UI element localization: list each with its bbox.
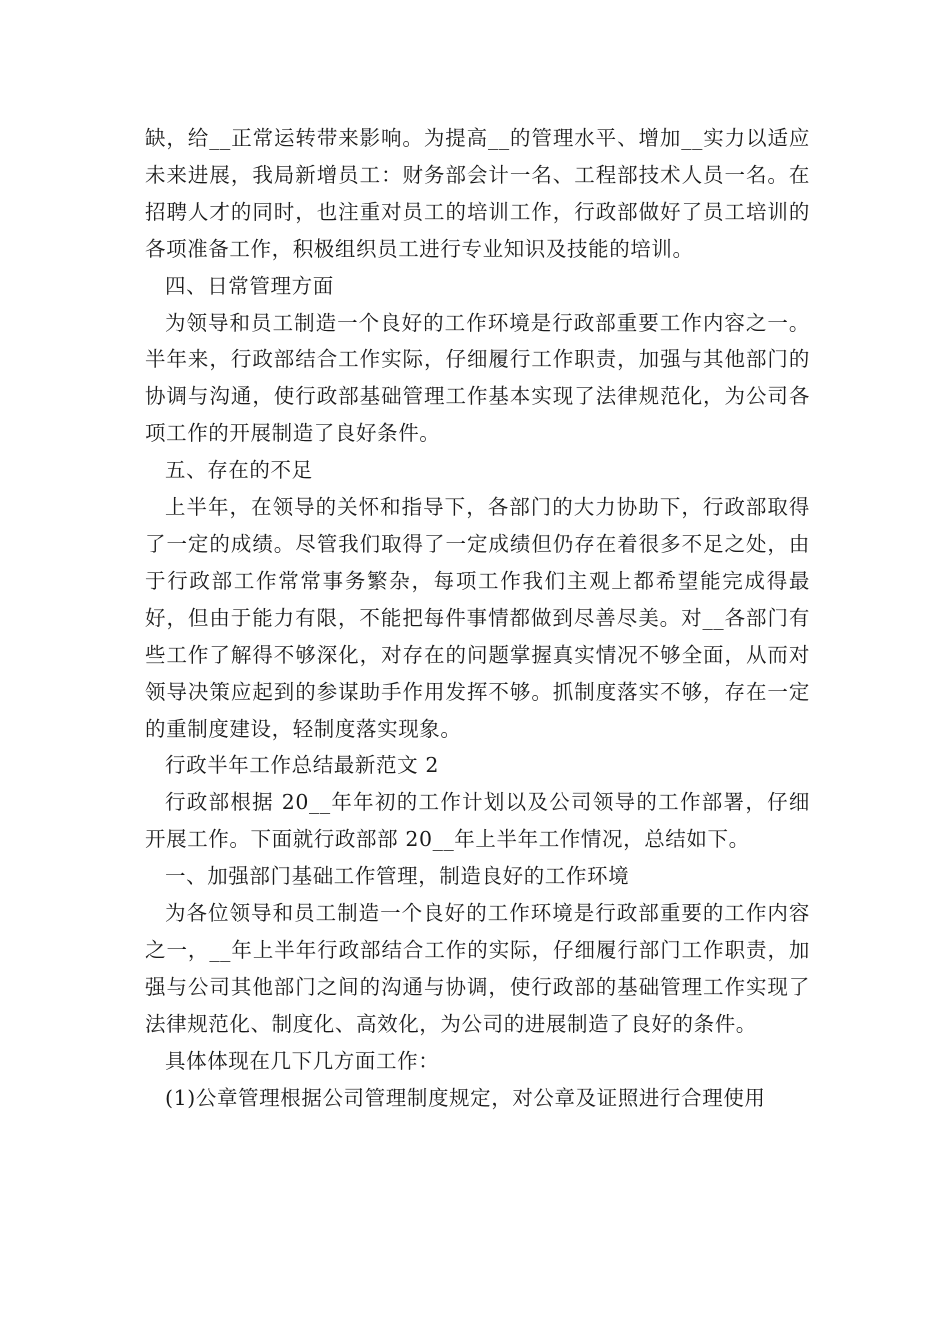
paragraph-shortcomings: 上半年，在领导的关怀和指导下，各部门的大力协助下，行政部取得了一定的成绩。尽管我们取得了一定成绩但仍存在着很多不足之处，由于行政部工作常常事务繁杂，每项工作我们主观上都希望能完成得最好，但由于能力有限，不能把每件事情都做到尽善尽美。对__各部门有些工作了解得不够深化，对存在的问题掌握真实情况不够全面，从而对领导决策应起到的参谋助手作用发挥不够。抓制度落实不够，存在一定的重制度建设，轻制度落实现象。 — [145, 495, 810, 741]
document-body — [145, 120, 810, 1116]
paragraph-seal-management: (1)公章管理根据公司管理制度规定，对公章及证照进行合理使用 — [165, 1085, 766, 1110]
section-heading-shortcomings: 五、存在的不足 — [165, 458, 313, 483]
paragraph-recruitment-training: 缺，给__正常运转带来影响。为提高__的管理水平、增加__实力以适应未来进展，我局新增员工：财务部会计一名、工程部技术人员一名。在招聘人才的同时，也注重对员工的培训工作，行政部做好了员工培训的各项准备工作，积极组织员工进行专业知识及技能的培训。 — [145, 126, 810, 261]
document-title-sample-2: 行政半年工作总结最新范文 2 — [165, 753, 439, 778]
paragraph-intro: 行政部根据 20__年年初的工作计划以及公司领导的工作部署，仔细开展工作。下面就行政部部 20__年上半年工作情况，总结如下。 — [145, 790, 810, 852]
section-heading-basic-management: 一、加强部门基础工作管理，制造良好的工作环境 — [165, 864, 630, 889]
paragraph-specific-aspects: 具体体现在几下几方面工作： — [165, 1048, 440, 1073]
section-heading-daily-management: 四、日常管理方面 — [165, 273, 334, 298]
paragraph-basic-management: 为各位领导和员工制造一个良好的工作环境是行政部重要的工作内容之一，__年上半年行政部结合工作的实际，仔细履行部门工作职责，加强与公司其他部门之间的沟通与协调，使行政部的基础管理工作实现了法律规范化、制度化、高效化，为公司的进展制造了良好的条件。 — [145, 901, 810, 1036]
paragraph-daily-management: 为领导和员工制造一个良好的工作环境是行政部重要工作内容之一。半年来，行政部结合工作实际，仔细履行工作职责，加强与其他部门的协调与沟通，使行政部基础管理工作基本实现了法律规范化，为公司各项工作的开展制造了良好条件。 — [145, 310, 810, 446]
